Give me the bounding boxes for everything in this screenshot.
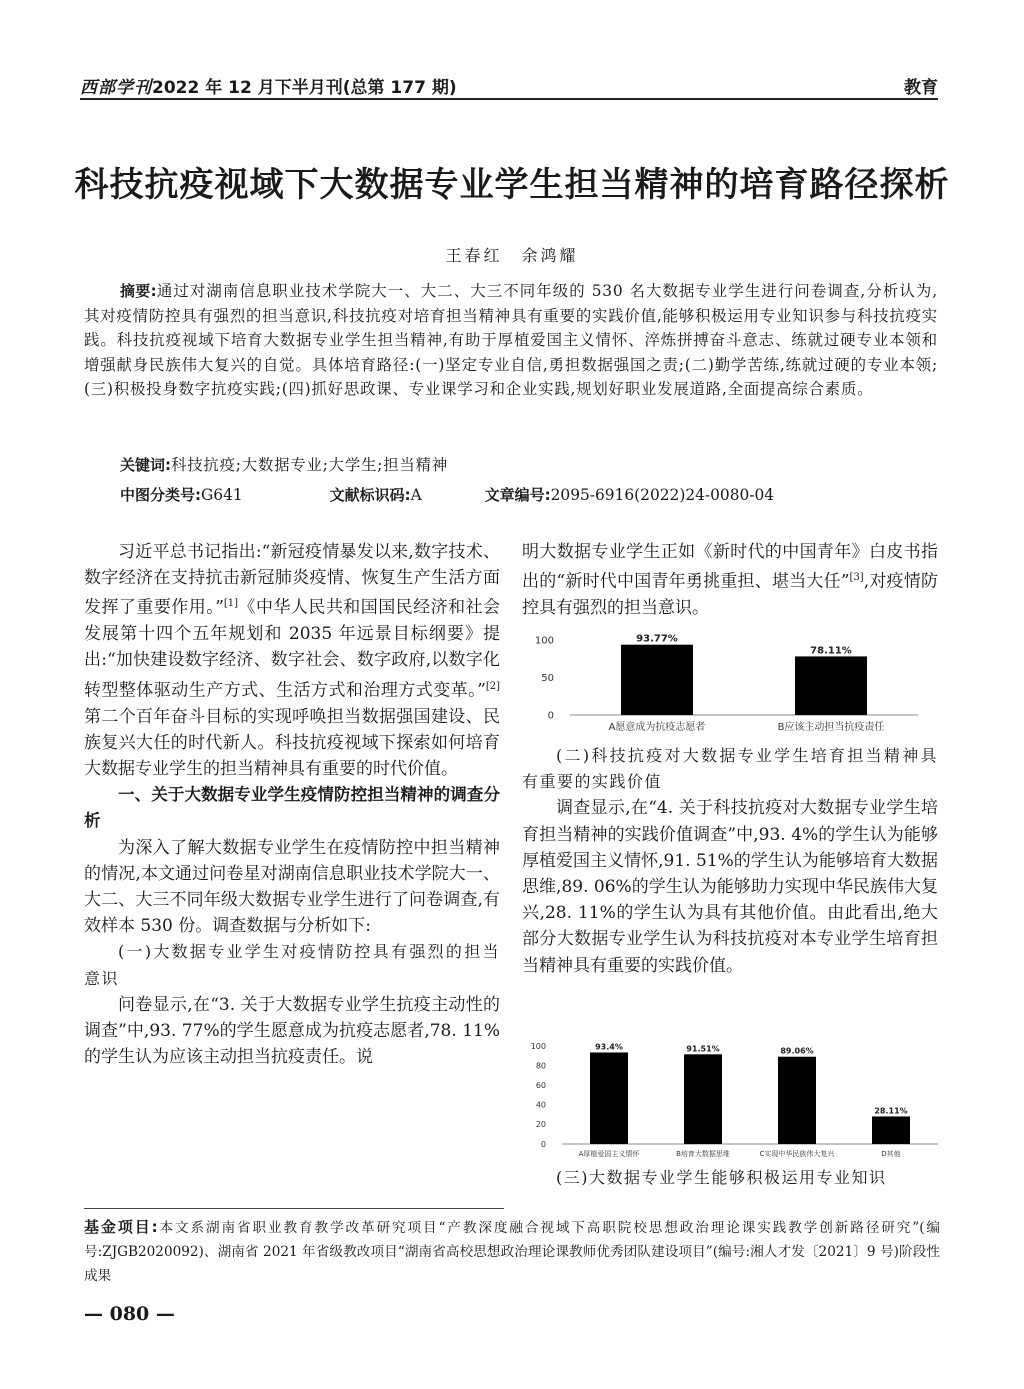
y-tick-label: 80 bbox=[535, 1061, 546, 1071]
keywords-label: 关键词: bbox=[120, 456, 171, 474]
right-column-bottom bbox=[522, 1165, 938, 1191]
journal-header bbox=[80, 73, 457, 98]
page-number: — 080 — bbox=[84, 1303, 175, 1325]
data-label: 89.06% bbox=[780, 1046, 814, 1056]
article-no-label: 文章编号: bbox=[484, 486, 551, 504]
y-tick-label: 0 bbox=[547, 710, 554, 722]
fund-text: 本文系湖南省职业教育教学改革研究项目“产教深度融合视域下高职院校思想政治理论课实践教学创新路径研究”(编号:ZJGB2020092)、湖南省 2021 年省级教改项目“湖南省高校思想政治理论课教师优秀团队建设项目”(编号:湘人才发〔2021〕9 号)阶段性成果 bbox=[84, 1220, 941, 1284]
y-tick-label: 40 bbox=[535, 1100, 546, 1110]
subsection-heading-2: (二)科技抗疫对大数据专业学生培育担当精神具有重要的实践价值 bbox=[522, 746, 938, 792]
right-column-middle bbox=[522, 743, 938, 979]
doc-code-value: A bbox=[410, 486, 422, 504]
data-label: 28.11% bbox=[874, 1106, 908, 1116]
data-label: 78.11% bbox=[810, 645, 852, 657]
survey-paragraph: 为深入了解大数据专业学生在疫情防控中担当精神的情况,本文通过问卷星对湖南信息职业技术学院大一、大二、大三不同年级大数据专业学生进行了问卷调查,有效样本 530 份。调查数据与分析如下: bbox=[84, 837, 500, 937]
keywords bbox=[120, 453, 448, 475]
y-tick-label: 0 bbox=[540, 1139, 546, 1149]
y-tick-label: 100 bbox=[530, 1041, 546, 1051]
article-no-value: 2095-6916(2022)24-0080-04 bbox=[550, 486, 775, 504]
fund-note bbox=[84, 1215, 940, 1288]
chart-1-svg bbox=[522, 626, 938, 742]
chart-2 bbox=[522, 1036, 938, 1162]
citation-ref: [3] bbox=[849, 572, 864, 584]
left-column bbox=[84, 539, 500, 1070]
citation-ref: [1] bbox=[223, 598, 239, 610]
abstract bbox=[84, 279, 938, 402]
keywords-text: 科技抗疫;大数据专业;大学生;担当精神 bbox=[171, 456, 449, 474]
citation-ref: [2] bbox=[485, 680, 500, 692]
category-label: A厚植爱国主义情怀 bbox=[578, 1150, 640, 1158]
clc-value: G641 bbox=[201, 486, 243, 504]
continued-paragraph: 明大数据专业学生正如《新时代的中国青年》白皮书指出的“新时代中国青年勇挑重担、堪当大任”[3],对疫情防控具有强烈的担当意识。 bbox=[522, 542, 938, 619]
section-heading-1: 一、关于大数据专业学生疫情防控担当精神的调查分析 bbox=[84, 785, 500, 831]
header-rule bbox=[80, 98, 938, 100]
chart-1 bbox=[522, 626, 938, 742]
practice-value-paragraph: 调查显示,在“4. 关于科技抗疫对大数据专业学生培育担当精神的实践价值调查”中,93. 4%的学生认为能够厚植爱国主义情怀,91. 51%的学生认为能够培育大数据思维,89. 06%的学生认为能够助力实现中华民族伟大复兴,28. 11%的学生认为具有其他价值。由此看出,绝大部分大数据专业学生认为科技抗疫对本专业学生培育担当精神具有重要的实践价值。 bbox=[522, 798, 938, 976]
y-tick-label: 100 bbox=[534, 635, 554, 647]
subsection-heading-1: (一)大数据专业学生对疫情防控具有强烈的担当意识 bbox=[84, 942, 500, 988]
bar bbox=[684, 1054, 722, 1144]
abstract-text: 通过对湖南信息职业技术学院大一、大二、大三不同年级的 530 名大数据专业学生进行问卷调查,分析认为,其对疫情防控具有强烈的担当意识,科技抗疫对培育担当精神具有重要的实践价值,能够积极运用专业知识参与科技抗疫实践。科技抗疫视域下培育大数据专业学生担当精神,有助于厚植爱国主义情怀、淬炼拼搏奋斗意志、练就过硬专业本领和增强献身民族伟大复兴的自觉。具体培育路径:(一)坚定专业自信,勇担数据强国之责;(二)勤学苦练,练就过硬的专业本领;(三)积极投身数字抗疫实践;(四)抓好思政课、专业课学习和企业实践,规划好职业发展道路,全面提高综合素质。 bbox=[84, 282, 939, 399]
right-column bbox=[522, 539, 938, 621]
section-label: 教育 bbox=[904, 78, 938, 98]
bar bbox=[590, 1052, 628, 1144]
abstract-label: 摘要: bbox=[120, 282, 157, 300]
y-tick-label: 60 bbox=[535, 1081, 546, 1090]
y-tick-label: 20 bbox=[535, 1120, 546, 1130]
data-label: 93.4% bbox=[595, 1042, 623, 1052]
footnote-rule bbox=[84, 1208, 504, 1209]
classification-line bbox=[120, 484, 940, 505]
survey-result-paragraph: 问卷显示,在“3. 关于大数据专业学生抗疫主动性的调查”中,93. 77%的学生愿意成为抗疫志愿者,78. 11%的学生认为应该主动担当抗疫责任。说 bbox=[84, 994, 500, 1068]
clc-label: 中图分类号: bbox=[120, 486, 201, 504]
category-label: B应该主动担当抗疫责任 bbox=[777, 722, 885, 733]
subsection-heading-3: (三)大数据专业学生能够积极运用专业知识 bbox=[556, 1168, 887, 1187]
article-authors: 王春红 余鸿耀 bbox=[445, 246, 579, 265]
article-title: 科技抗疫视域下大数据专业学生担当精神的培育路径探析 bbox=[74, 165, 950, 205]
journal-logo: 西部学刊 bbox=[80, 78, 152, 98]
category-label: A愿意成为抗疫志愿者 bbox=[608, 722, 706, 733]
bar bbox=[621, 645, 693, 715]
y-tick-label: 50 bbox=[541, 673, 554, 684]
bar bbox=[795, 656, 867, 715]
data-label: 91.51% bbox=[686, 1044, 720, 1054]
data-label: 93.77% bbox=[636, 633, 678, 645]
bar bbox=[778, 1057, 816, 1144]
issue-info: 2022 年 12 月下半月刊(总第 177 期) bbox=[152, 78, 457, 98]
fund-label: 基金项目: bbox=[84, 1218, 158, 1236]
category-label: D其他 bbox=[881, 1150, 901, 1158]
intro-paragraph: 习近平总书记指出:“新冠疫情暴发以来,数字技术、数字经济在支持抗击新冠肺炎疫情、恢复生产生活方面发挥了重要作用。”[1]《中华人民共和国国民经济和社会发展第十四个五年规划和 2035 年远景目标纲要》提出:“加快建设数字经济、数字社会、数字政府,以数字化转型整体驱动生产方式、生活方式和治理方式变革。”[2]第二个百年奋斗目标的实现呼唤担当数据强国建设、民族复兴大任的时代新人。科技抗疫视域下探索如何培育大数据专业学生的担当精神具有重要的时代价值。 bbox=[84, 542, 500, 779]
chart-2-svg bbox=[522, 1036, 938, 1162]
bar bbox=[872, 1116, 910, 1144]
doc-code-label: 文献标识码: bbox=[329, 486, 411, 504]
category-label: C实现中华民族伟大复兴 bbox=[759, 1150, 835, 1158]
category-label: B培育大数据思维 bbox=[676, 1150, 730, 1158]
